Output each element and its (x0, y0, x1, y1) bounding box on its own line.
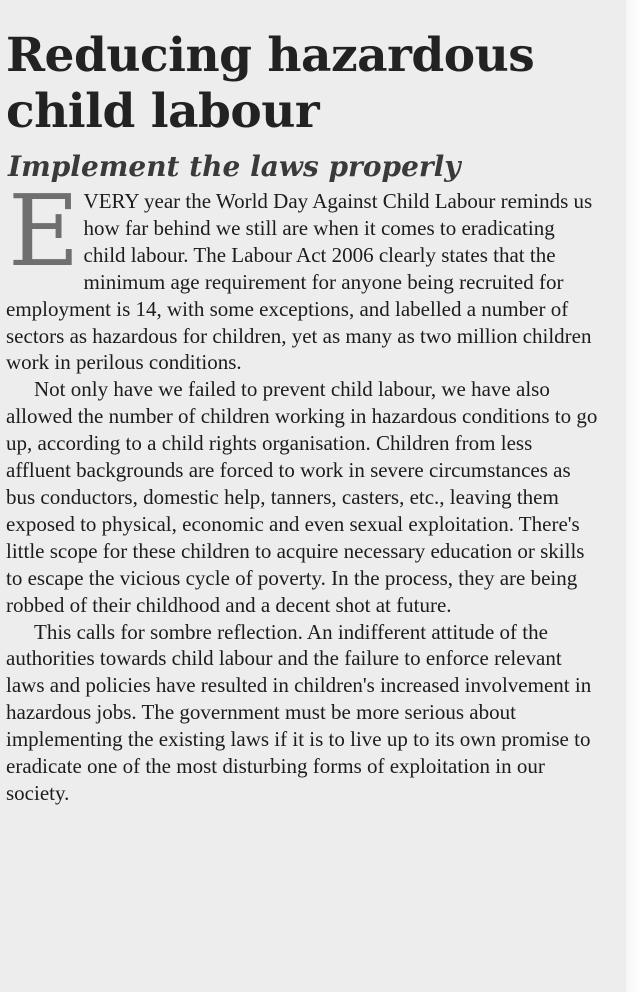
page-edge (626, 0, 640, 992)
headline: Reducing hazardous child labour (6, 28, 535, 139)
drop-cap: E (8, 175, 80, 289)
subheadline: Implement the laws properly (8, 150, 461, 183)
paragraph-1-text: VERY year the World Day Against Child Labour reminds us how far behind we still are when it comes to eradicating child labour. The Labour Act 2006 clearly states that the minimum age requirement for anyone being recruited for employment is 14, with some exceptions, and labelled a number of sectors as hazardous for children, yet as many as two million children work in perilous conditions. (6, 189, 593, 375)
paragraph-2: Not only have we failed to prevent child labour, we have also allowed the number of children working in hazardous conditions to go up, according to a child rights organisation. Children from less affluent backgrounds are forced to work in severe circumstances as bus conductors, domestic help, tanners, casters, etc., leaving them exposed to physical, economic and even sexual exploitation. There's little scope for these children to acquire necessary education or skills to escape the vicious cycle of poverty. In the process, they are being robbed of their childhood and a decent shot at future. (6, 377, 598, 617)
paragraph-3: This calls for sombre reflection. An indifferent attitude of the authorities towards child labour and the failure to enforce relevant laws and policies have resulted in children's increased involvement in hazardous jobs. The government must be more serious about implementing the existing laws if it is to live up to its own promise to eradicate one of the most disturbing forms of exploitation in our society. (6, 619, 592, 805)
article-body (6, 175, 600, 807)
paragraph-1 (6, 175, 600, 376)
